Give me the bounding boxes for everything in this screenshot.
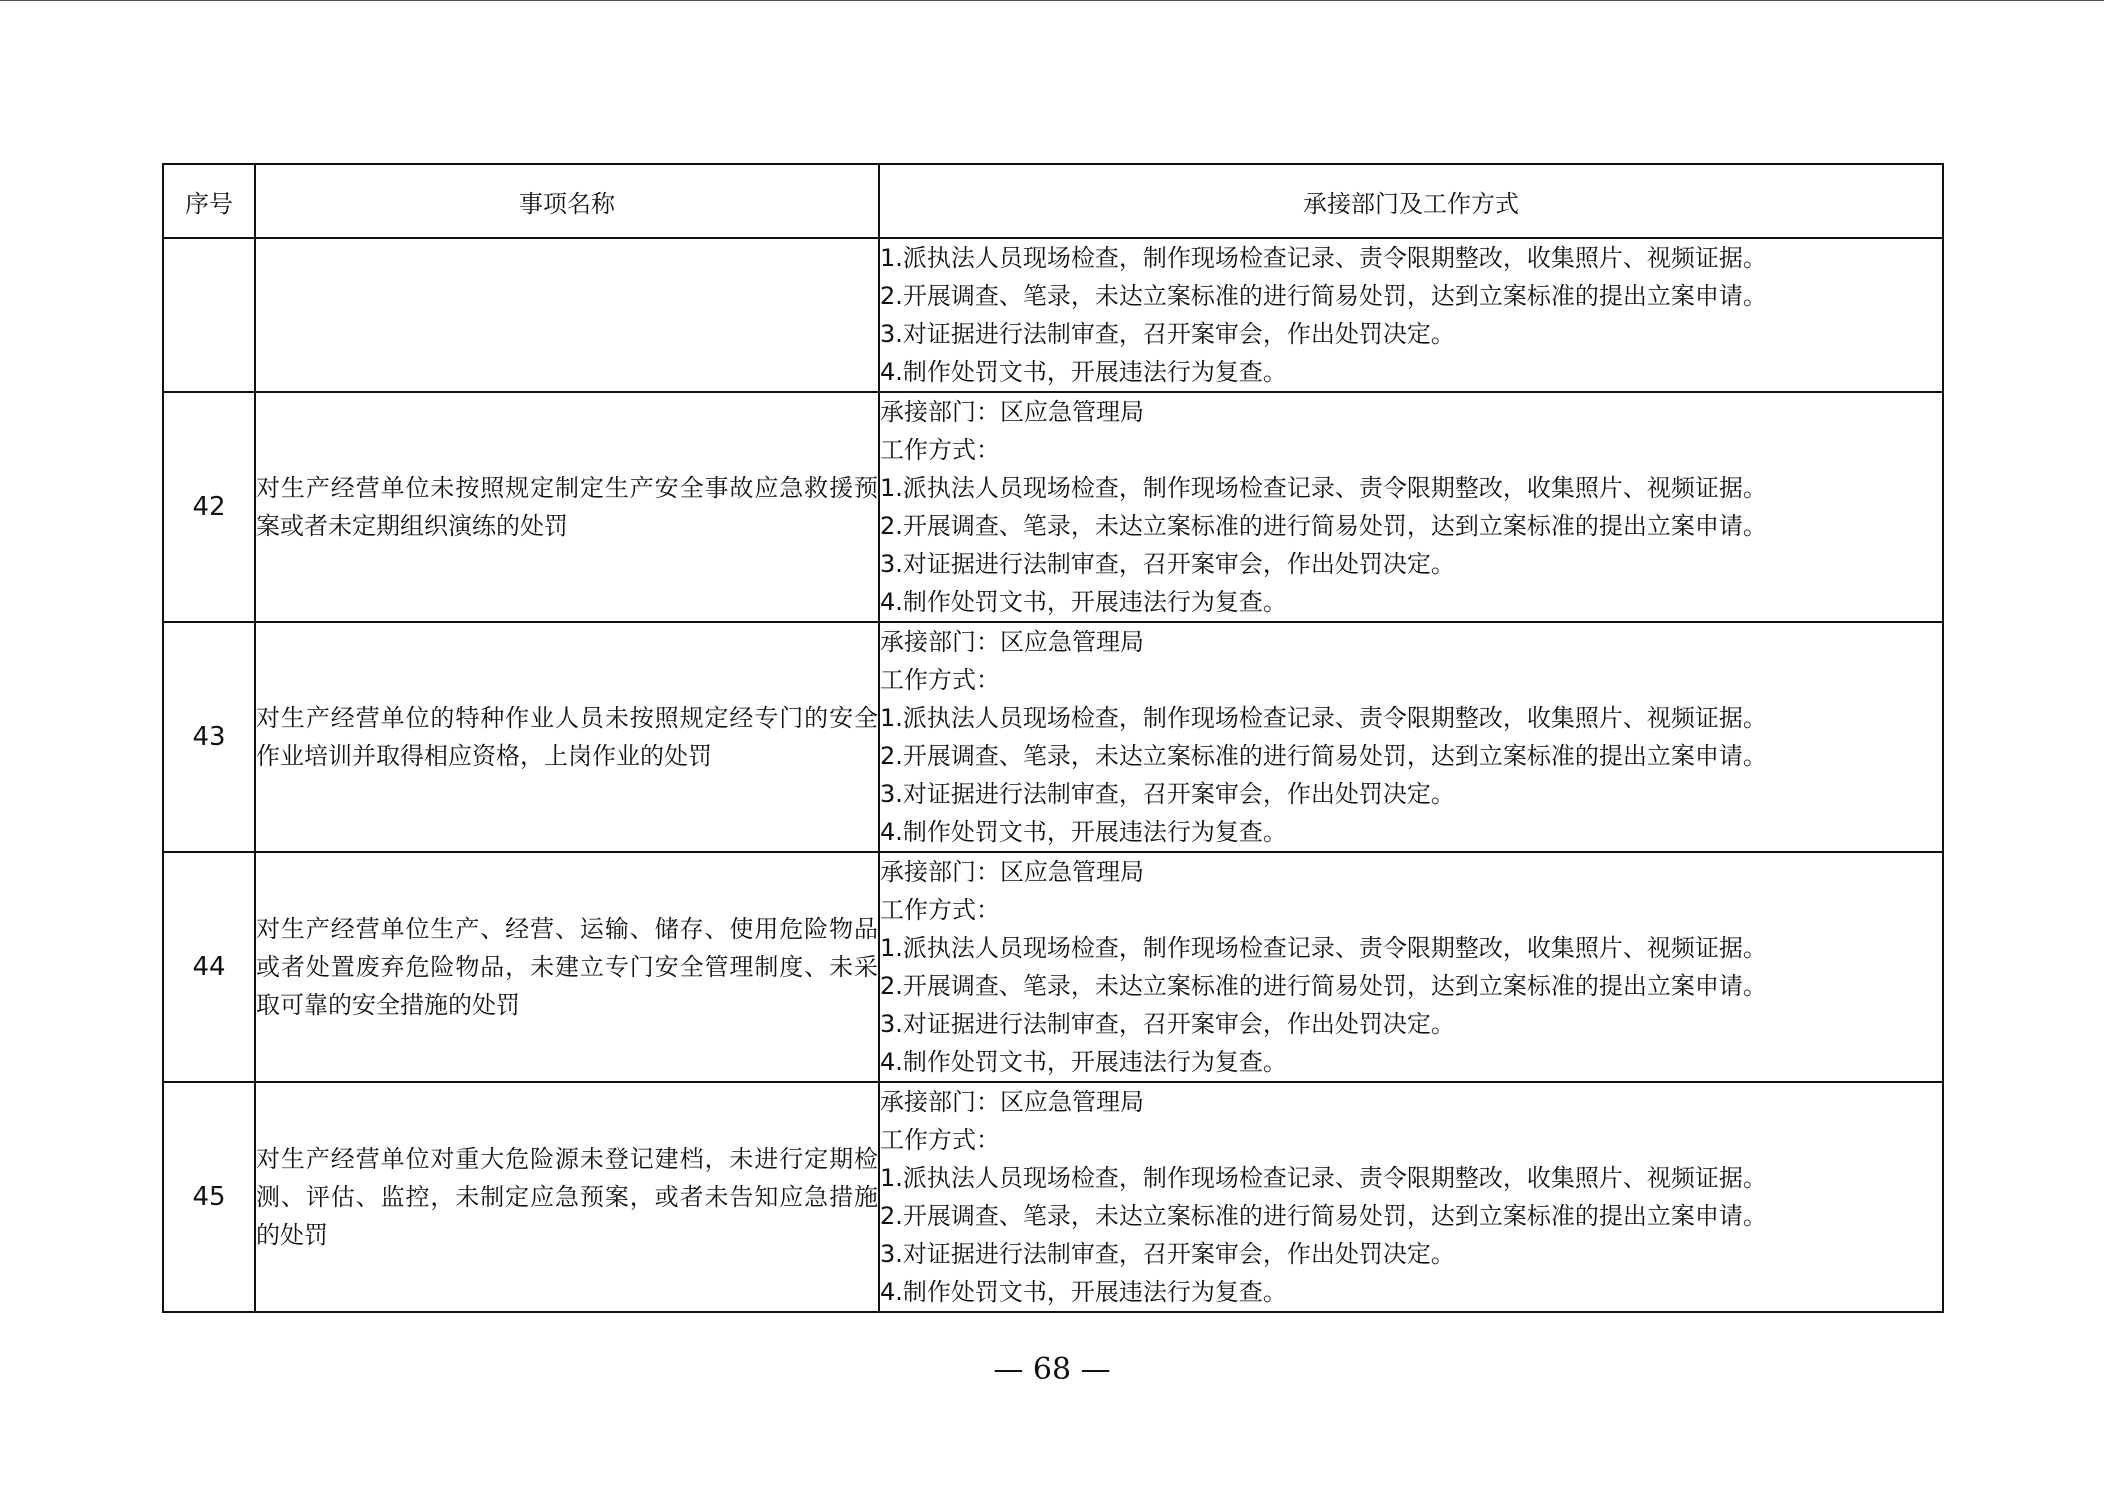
- method-line: 2.开展调查、笔录，未达立案标准的进行简易处罚，达到立案标准的提出立案申请。: [880, 742, 1767, 770]
- row-dept-method: [879, 238, 1943, 392]
- method-line: 4.制作处罚文书，开展违法行为复查。: [880, 1048, 1287, 1076]
- table-row: [163, 852, 1943, 1082]
- method-line: 3.对证据进行法制审查，召开案审会，作出处罚决定。: [880, 550, 1455, 578]
- method-line: 工作方式：: [880, 436, 1000, 464]
- method-line: 4.制作处罚文书，开展违法行为复查。: [880, 588, 1287, 616]
- header-dept-method: 承接部门及工作方式: [879, 164, 1943, 238]
- method-line: 承接部门：区应急管理局: [880, 398, 1144, 426]
- method-line: 承接部门：区应急管理局: [880, 628, 1144, 656]
- top-border-line: [0, 0, 2104, 1]
- method-line: 承接部门：区应急管理局: [880, 858, 1144, 886]
- method-line: 2.开展调查、笔录，未达立案标准的进行简易处罚，达到立案标准的提出立案申请。: [880, 972, 1767, 1000]
- row-seq-number: 44: [163, 852, 255, 1082]
- method-line: 4.制作处罚文书，开展违法行为复查。: [880, 1278, 1287, 1306]
- row-item-name: [255, 238, 879, 392]
- row-item-name: 对生产经营单位的特种作业人员未按照规定经专门的安全作业培训并取得相应资格，上岗作业的处罚: [255, 622, 879, 852]
- method-line: 工作方式：: [880, 1126, 1000, 1154]
- row-dept-method: [879, 622, 1943, 852]
- row-dept-method: [879, 392, 1943, 622]
- table-header-row: [163, 164, 1943, 238]
- method-line: 承接部门：区应急管理局: [880, 1088, 1144, 1116]
- enforcement-items-table: [162, 163, 1944, 1313]
- method-line: 1.派执法人员现场检查，制作现场检查记录、责令限期整改，收集照片、视频证据。: [880, 1164, 1767, 1192]
- method-line: 工作方式：: [880, 666, 1000, 694]
- row-item-name: 对生产经营单位对重大危险源未登记建档，未进行定期检测、评估、监控，未制定应急预案，或者未告知应急措施的处罚: [255, 1082, 879, 1312]
- page-number: — 68 —: [993, 1352, 1111, 1387]
- method-line: 1.派执法人员现场检查，制作现场检查记录、责令限期整改，收集照片、视频证据。: [880, 244, 1767, 272]
- row-seq-number: 42: [163, 392, 255, 622]
- table-row: [163, 238, 1943, 392]
- header-seq: 序号: [163, 164, 255, 238]
- method-line: 工作方式：: [880, 896, 1000, 924]
- method-line: 1.派执法人员现场检查，制作现场检查记录、责令限期整改，收集照片、视频证据。: [880, 934, 1767, 962]
- table-row: [163, 392, 1943, 622]
- row-seq-number: 43: [163, 622, 255, 852]
- method-line: 2.开展调查、笔录，未达立案标准的进行简易处罚，达到立案标准的提出立案申请。: [880, 282, 1767, 310]
- method-line: 1.派执法人员现场检查，制作现场检查记录、责令限期整改，收集照片、视频证据。: [880, 474, 1767, 502]
- table-row: [163, 622, 1943, 852]
- method-line: 4.制作处罚文书，开展违法行为复查。: [880, 358, 1287, 386]
- method-line: 1.派执法人员现场检查，制作现场检查记录、责令限期整改，收集照片、视频证据。: [880, 704, 1767, 732]
- table-body: [163, 238, 1943, 1312]
- method-line: 3.对证据进行法制审查，召开案审会，作出处罚决定。: [880, 1240, 1455, 1268]
- method-line: 3.对证据进行法制审查，召开案审会，作出处罚决定。: [880, 780, 1455, 808]
- method-line: 2.开展调查、笔录，未达立案标准的进行简易处罚，达到立案标准的提出立案申请。: [880, 1202, 1767, 1230]
- row-dept-method: [879, 1082, 1943, 1312]
- table-row: [163, 1082, 1943, 1312]
- header-item-name: 事项名称: [255, 164, 879, 238]
- method-line: 2.开展调查、笔录，未达立案标准的进行简易处罚，达到立案标准的提出立案申请。: [880, 512, 1767, 540]
- method-line: 4.制作处罚文书，开展违法行为复查。: [880, 818, 1287, 846]
- row-seq-number: [163, 238, 255, 392]
- method-line: 3.对证据进行法制审查，召开案审会，作出处罚决定。: [880, 1010, 1455, 1038]
- method-line: 3.对证据进行法制审查，召开案审会，作出处罚决定。: [880, 320, 1455, 348]
- row-seq-number: 45: [163, 1082, 255, 1312]
- row-dept-method: [879, 852, 1943, 1082]
- row-item-name: 对生产经营单位未按照规定制定生产安全事故应急救援预案或者未定期组织演练的处罚: [255, 392, 879, 622]
- row-item-name: 对生产经营单位生产、经营、运输、储存、使用危险物品或者处置废弃危险物品，未建立专门安全管理制度、未采取可靠的安全措施的处罚: [255, 852, 879, 1082]
